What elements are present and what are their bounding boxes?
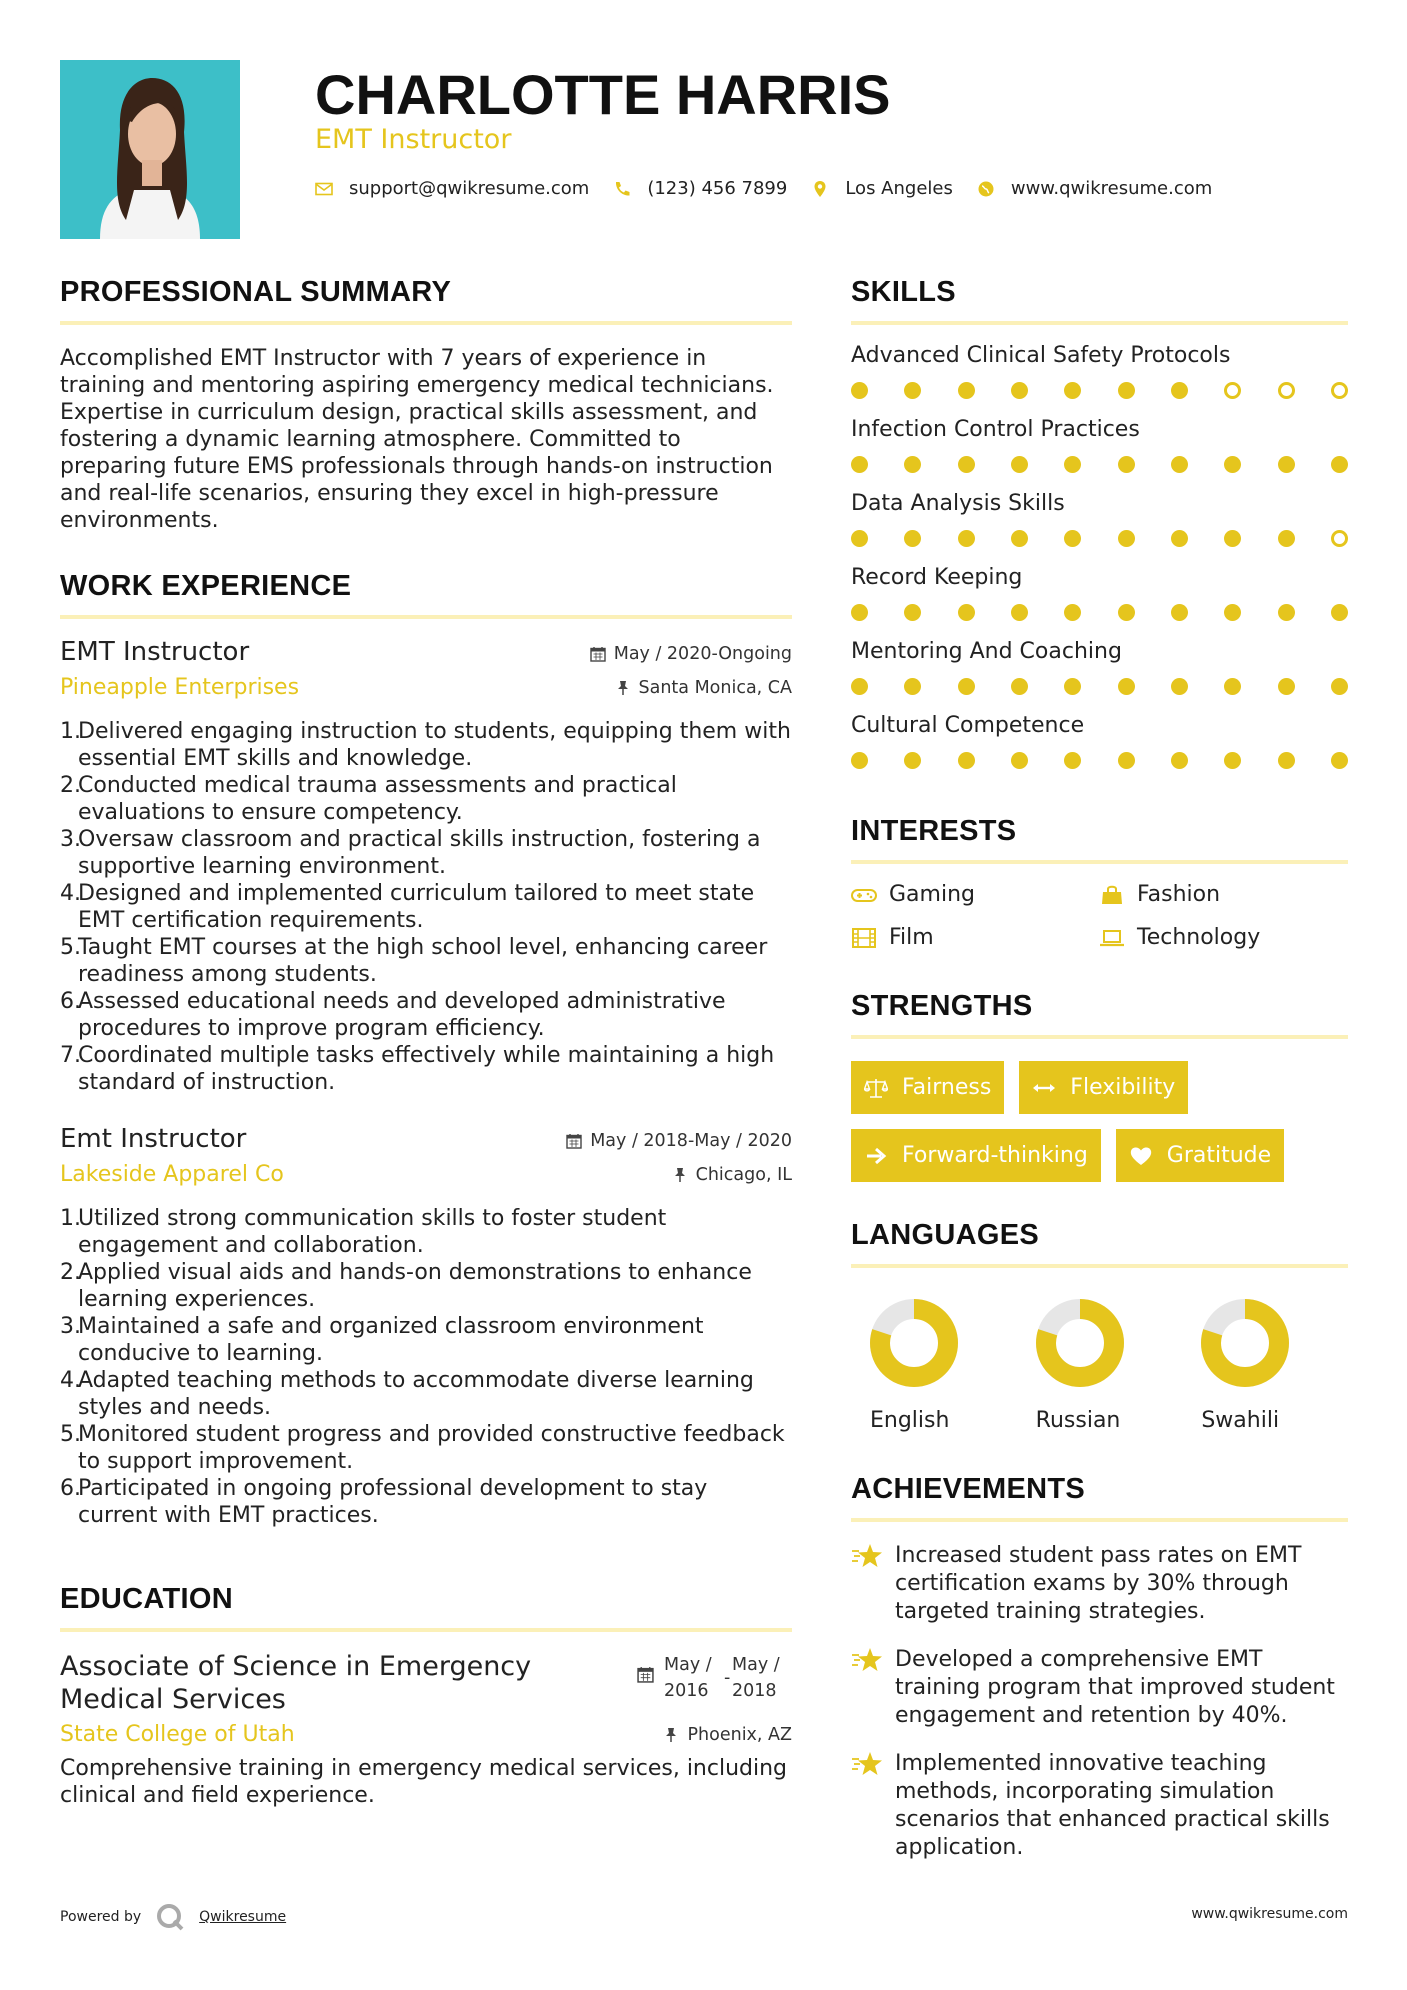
language-item xyxy=(851,1298,1017,1433)
rating-dot-filled xyxy=(1331,678,1348,695)
job-title: Emt Instructor xyxy=(60,1124,247,1154)
interest-item: Gaming xyxy=(851,882,1099,907)
rating-dot-filled xyxy=(958,530,975,547)
rating-dot-filled xyxy=(1064,752,1081,769)
languages-heading: LANGUAGES xyxy=(851,1219,1348,1268)
skill-name: Infection Control Practices xyxy=(851,417,1140,442)
skill-item xyxy=(851,343,1348,399)
rating-dot-filled xyxy=(958,678,975,695)
rating-dot-filled xyxy=(904,604,921,621)
contact-phone[interactable] xyxy=(613,178,787,199)
calendar-icon xyxy=(566,1133,582,1149)
rating-dot-filled xyxy=(1331,752,1348,769)
rating-dot-filled xyxy=(1064,530,1081,547)
pushpin-icon xyxy=(672,1167,688,1183)
rating-dot-filled xyxy=(1171,604,1188,621)
end-month: May / xyxy=(732,1655,780,1675)
start-year: 2016 xyxy=(664,1681,709,1701)
job-company: Pineapple Enterprises xyxy=(60,675,300,700)
list-item: 5. Monitored student progress and provided constructive feedback to support improvement. xyxy=(60,1422,785,1474)
map-pin-icon xyxy=(811,180,829,198)
portrait-image xyxy=(60,60,240,239)
right-column xyxy=(851,276,1348,1862)
list-item: 6. Assessed educational needs and developed administrative procedures to improve program efficiency. xyxy=(60,989,726,1041)
skills-list xyxy=(851,343,1348,769)
skill-name: Data Analysis Skills xyxy=(851,491,1065,516)
rating-dot-filled xyxy=(958,604,975,621)
globe-icon xyxy=(977,180,995,198)
list-item: 6. Participated in ongoing professional development to stay current with EMT practices. xyxy=(60,1476,708,1528)
language-donut xyxy=(1200,1298,1290,1388)
skill-item xyxy=(851,565,1348,621)
education-entry xyxy=(60,1650,792,1716)
list-item: 5. Taught EMT courses at the high school level, enhancing career readiness among students. xyxy=(60,935,768,987)
rating-dot-filled xyxy=(1118,456,1135,473)
experience-heading: WORK EXPERIENCE xyxy=(60,570,792,619)
language-name: Swahili xyxy=(1201,1408,1280,1433)
rating-dot-filled xyxy=(1224,604,1241,621)
footer-website[interactable]: www.qwikresume.com xyxy=(1191,1906,1348,1922)
laptop-icon xyxy=(1099,927,1125,949)
rating-dot-filled xyxy=(904,530,921,547)
list-item: 2. Applied visual aids and hands-on demonstrations to enhance learning experiences. xyxy=(60,1260,752,1312)
rating-dot-filled xyxy=(1064,456,1081,473)
rating-dot-filled xyxy=(1224,752,1241,769)
language-item xyxy=(1182,1298,1348,1433)
job-location-text: Santa Monica, CA xyxy=(638,678,792,698)
rating-dot-filled xyxy=(1224,678,1241,695)
star-icon xyxy=(851,1542,885,1572)
achievements-list xyxy=(851,1542,1348,1862)
rating-dot-filled xyxy=(958,382,975,399)
rating-dot-filled xyxy=(1171,382,1188,399)
achievement-item: Developed a comprehensive EMT training program that improved student engagement and retention by 40%. xyxy=(851,1646,1348,1730)
job-dates xyxy=(590,637,792,671)
contact-phone-text: (123) 456 7899 xyxy=(647,178,788,199)
interests-list xyxy=(851,882,1348,950)
brand-link[interactable]: Qwikresume xyxy=(199,1909,287,1925)
rating-dot-filled xyxy=(1331,604,1348,621)
list-item: 3. Maintained a safe and organized classroom environment conducive to learning. xyxy=(60,1314,704,1366)
rating-dot-filled xyxy=(1064,382,1081,399)
education-description: Comprehensive training in emergency medical services, including clinical and field experience. xyxy=(60,1756,788,1808)
list-item: 2. Conducted medical trauma assessments and practical evaluations to ensure competency. xyxy=(60,773,677,825)
language-donut xyxy=(1035,1298,1125,1388)
rating-dot-filled xyxy=(851,752,868,769)
list-item: 1. Utilized strong communication skills to foster student engagement and collaboration. xyxy=(60,1206,667,1258)
education-location: Phoenix, AZ xyxy=(663,1722,792,1747)
interest-item: Technology xyxy=(1099,925,1348,950)
rating-dot-filled xyxy=(1278,752,1295,769)
rating-dot-filled xyxy=(1011,530,1028,547)
rating-dot-filled xyxy=(1278,678,1295,695)
rating-dot-filled xyxy=(851,530,868,547)
rating-dot-empty xyxy=(1224,382,1241,399)
end-year: 2018 xyxy=(732,1681,777,1701)
date-separator: - xyxy=(724,1668,731,1688)
skill-rating xyxy=(851,604,1348,621)
skill-name: Cultural Competence xyxy=(851,713,1085,738)
skill-rating xyxy=(851,382,1348,399)
skill-item xyxy=(851,491,1348,547)
rating-dot-empty xyxy=(1331,530,1348,547)
star-icon xyxy=(851,1750,885,1780)
job-duties xyxy=(60,1205,792,1529)
education-dates xyxy=(637,1652,792,1716)
job-title: EMT Instructor xyxy=(60,637,250,667)
rating-dot-empty xyxy=(1278,382,1295,399)
rating-dot-filled xyxy=(1278,530,1295,547)
rating-dot-filled xyxy=(1278,456,1295,473)
rating-dot-filled xyxy=(851,382,868,399)
job-duties xyxy=(60,718,792,1096)
contact-email-text: support@qwikresume.com xyxy=(349,178,590,199)
skill-rating xyxy=(851,678,1348,695)
education-heading: EDUCATION xyxy=(60,1583,792,1632)
list-item: 3. Oversaw classroom and practical skills instruction, fostering a supportive learning environment. xyxy=(60,827,761,879)
rating-dot-filled xyxy=(851,604,868,621)
list-item: 4. Designed and implemented curriculum tailored to meet state EMT certification requirements. xyxy=(60,881,755,933)
rating-dot-filled xyxy=(958,456,975,473)
summary-text: Accomplished EMT Instructor with 7 years of experience in training and mentoring aspiring emergency medical technicians. Expertise in curriculum design, practical skills assessment, and fostering a dynamic learning atmosphere. Committed to preparing future EMS professionals through hands-on instruction and real-life scenarios, ensuring they excel in high-pressure environments. xyxy=(60,346,774,533)
skill-item xyxy=(851,713,1348,769)
gamepad-icon xyxy=(851,884,877,906)
strength-badge: Flexibility xyxy=(1019,1061,1188,1114)
contact-bar xyxy=(315,178,1236,199)
strengths-heading: STRENGTHS xyxy=(851,990,1348,1039)
calendar-icon xyxy=(637,1666,654,1683)
achievement-item: Implemented innovative teaching methods, incorporating simulation scenarios that enhanced practical skills application. xyxy=(851,1750,1348,1862)
list-item: 4. Adapted teaching methods to accommodate diverse learning styles and needs. xyxy=(60,1368,754,1420)
rating-dot-filled xyxy=(1224,456,1241,473)
rating-dot-filled xyxy=(1224,530,1241,547)
job-entry xyxy=(60,1124,792,1529)
rating-dot-filled xyxy=(1118,382,1135,399)
rating-dot-filled xyxy=(1331,456,1348,473)
film-icon xyxy=(851,927,877,949)
pushpin-icon xyxy=(663,1727,679,1743)
interest-item: Fashion xyxy=(1099,882,1348,907)
job-company: Lakeside Apparel Co xyxy=(60,1162,284,1187)
contact-email[interactable] xyxy=(315,178,589,199)
job-dates-text: May / 2018-May / 2020 xyxy=(590,1131,792,1151)
school-name: State College of Utah xyxy=(60,1722,295,1747)
rating-dot-filled xyxy=(904,382,921,399)
rating-dot-filled xyxy=(958,752,975,769)
achievement-item: Increased student pass rates on EMT certification exams by 30% through targeted training strategies. xyxy=(851,1542,1348,1626)
rating-dot-empty xyxy=(1331,382,1348,399)
rating-dot-filled xyxy=(1064,678,1081,695)
rating-dot-filled xyxy=(1064,604,1081,621)
rating-dot-filled xyxy=(851,678,868,695)
language-item xyxy=(1017,1298,1183,1433)
left-column xyxy=(60,276,792,1809)
rating-dot-filled xyxy=(1118,604,1135,621)
rating-dot-filled xyxy=(1171,456,1188,473)
summary-heading: PROFESSIONAL SUMMARY xyxy=(60,276,792,325)
skill-rating xyxy=(851,456,1348,473)
degree-title: Associate of Science in Emergency Medical Services xyxy=(60,1651,532,1715)
rating-dot-filled xyxy=(904,456,921,473)
contact-location xyxy=(811,178,953,199)
skill-item xyxy=(851,417,1348,473)
contact-website-text: www.qwikresume.com xyxy=(1010,178,1213,199)
rating-dot-filled xyxy=(851,456,868,473)
strength-badge: Gratitude xyxy=(1116,1129,1284,1182)
skills-heading: SKILLS xyxy=(851,276,1348,325)
rating-dot-filled xyxy=(1171,678,1188,695)
language-name: English xyxy=(870,1408,950,1433)
shopping-bag-icon xyxy=(1099,884,1125,906)
interest-item: Film xyxy=(851,925,1099,950)
footer-powered-by xyxy=(60,1902,286,1932)
rating-dot-filled xyxy=(1278,604,1295,621)
job-dates-text: May / 2020-Ongoing xyxy=(613,644,792,664)
skill-name: Record Keeping xyxy=(851,565,1023,590)
rating-dot-filled xyxy=(904,678,921,695)
language-donut xyxy=(869,1298,959,1388)
job-location-text: Chicago, IL xyxy=(695,1165,792,1185)
start-month: May / xyxy=(664,1655,712,1675)
skill-item xyxy=(851,639,1348,695)
contact-location-text: Los Angeles xyxy=(845,178,953,199)
strengths-list xyxy=(851,1061,1348,1197)
rating-dot-filled xyxy=(1171,752,1188,769)
powered-by-text: Powered by xyxy=(60,1909,142,1925)
list-item: 7. Coordinated multiple tasks effectively while maintaining a high standard of instruction. xyxy=(60,1043,775,1095)
rating-dot-filled xyxy=(1011,678,1028,695)
arrows-horizontal-icon xyxy=(1032,1077,1056,1099)
job-dates xyxy=(566,1124,792,1158)
list-item: 1. Delivered engaging instruction to students, equipping them with essential EMT skills and knowledge. xyxy=(60,719,791,771)
skill-rating xyxy=(851,752,1348,769)
language-name: Russian xyxy=(1035,1408,1121,1433)
envelope-icon xyxy=(315,180,333,198)
qwikresume-logo-icon xyxy=(155,1902,185,1932)
heart-icon xyxy=(1129,1145,1153,1167)
skill-rating xyxy=(851,530,1348,547)
balance-scale-icon xyxy=(864,1077,888,1099)
achievements-heading: ACHIEVEMENTS xyxy=(851,1473,1348,1522)
rating-dot-filled xyxy=(1011,604,1028,621)
rating-dot-filled xyxy=(1118,678,1135,695)
rating-dot-filled xyxy=(1171,530,1188,547)
skill-name: Mentoring And Coaching xyxy=(851,639,1122,664)
pushpin-icon xyxy=(615,680,631,696)
phone-icon xyxy=(613,180,631,198)
job-location xyxy=(590,671,792,705)
skill-name: Advanced Clinical Safety Protocols xyxy=(851,343,1231,368)
calendar-icon xyxy=(590,646,606,662)
strength-badge: Fairness xyxy=(851,1061,1004,1114)
rating-dot-filled xyxy=(1118,752,1135,769)
rating-dot-filled xyxy=(1011,382,1028,399)
star-icon xyxy=(851,1646,885,1676)
candidate-role: EMT Instructor xyxy=(315,124,512,155)
languages-list xyxy=(851,1298,1348,1433)
contact-website[interactable] xyxy=(977,178,1212,199)
job-entry xyxy=(60,637,792,1096)
profile-photo xyxy=(60,60,240,239)
rating-dot-filled xyxy=(1118,530,1135,547)
rating-dot-filled xyxy=(904,752,921,769)
rating-dot-filled xyxy=(1011,752,1028,769)
interests-heading: INTERESTS xyxy=(851,815,1348,864)
rating-dot-filled xyxy=(1011,456,1028,473)
job-location xyxy=(566,1158,792,1192)
candidate-name: CHARLOTTE HARRIS xyxy=(315,63,891,126)
strength-badge: Forward-thinking xyxy=(851,1129,1101,1182)
arrow-right-icon xyxy=(864,1145,888,1167)
